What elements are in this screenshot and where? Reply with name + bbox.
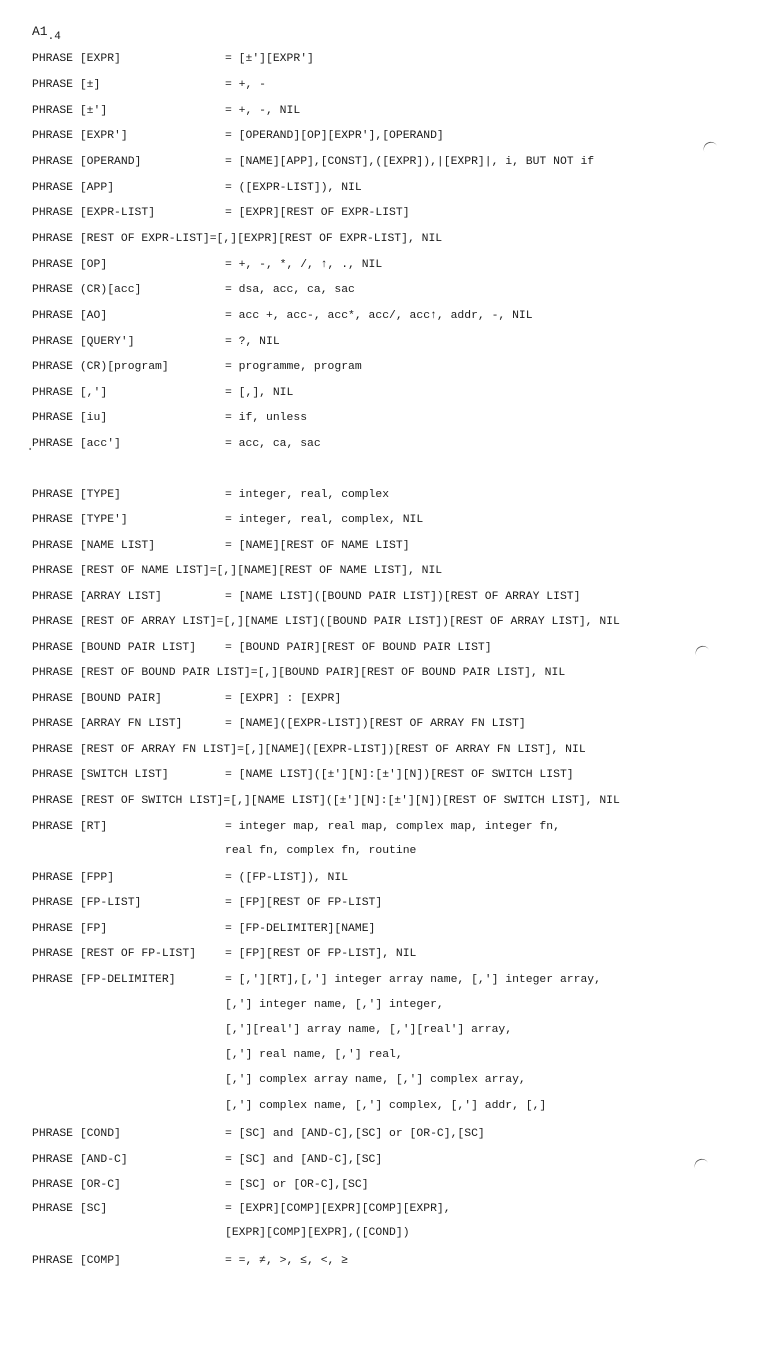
phrase-name: PHRASE [EXPR-LIST]	[32, 207, 156, 219]
phrase-name: PHRASE [FP]	[32, 923, 108, 935]
phrase-definition: = [OPERAND][OP][EXPR'],[OPERAND]	[225, 130, 444, 142]
phrase-name: PHRASE [BOUND PAIR LIST]	[32, 642, 197, 654]
phrase-name: PHRASE [COND]	[32, 1128, 121, 1140]
phrase-name: PHRASE [acc']	[32, 438, 121, 450]
phrase-definition: = integer, real, complex	[225, 489, 390, 501]
phrase-name: PHRASE [OP]	[32, 259, 108, 271]
phrase-definition: = [,], NIL	[225, 387, 294, 399]
phrase-definition: = ([FP-LIST]), NIL	[225, 872, 349, 884]
phrase-definition: real fn, complex fn, routine	[225, 845, 417, 857]
phrase-name: PHRASE [REST OF BOUND PAIR LIST]=[,][BOUND PAIR][REST OF BOUND PAIR LIST], NIL	[32, 667, 566, 679]
phrase-name: PHRASE [TYPE]	[32, 489, 121, 501]
phrase-definition: = ([EXPR-LIST]), NIL	[225, 182, 362, 194]
phrase-definition: = ?, NIL	[225, 336, 280, 348]
phrase-definition: = [SC] or [OR-C],[SC]	[225, 1179, 369, 1191]
phrase-definition: = [±'][EXPR']	[225, 53, 314, 65]
phrase-name: PHRASE [BOUND PAIR]	[32, 693, 162, 705]
phrase-definition: = [BOUND PAIR][REST OF BOUND PAIR LIST]	[225, 642, 492, 654]
phrase-definition: = [FP][REST OF FP-LIST]	[225, 897, 383, 909]
phrase-name: PHRASE [FPP]	[32, 872, 115, 884]
phrase-definition: [,'] complex name, [,'] complex, [,'] addr, [,]	[225, 1100, 547, 1112]
phrase-definition: = [EXPR][COMP][EXPR][COMP][EXPR],	[225, 1203, 451, 1215]
phrase-definition: = +, -, NIL	[225, 105, 301, 117]
phrase-name: PHRASE [FP-LIST]	[32, 897, 142, 909]
page-number-main: A1	[32, 24, 48, 39]
phrase-definition: [,'] integer name, [,'] integer,	[225, 999, 444, 1011]
phrase-name: PHRASE [OPERAND]	[32, 156, 142, 168]
phrase-definition: = [NAME]([EXPR-LIST])[REST OF ARRAY FN LIST]	[225, 718, 526, 730]
phrase-name: PHRASE (CR)[program]	[32, 361, 169, 373]
phrase-name: PHRASE [iu]	[32, 412, 108, 424]
margin-mark	[692, 1157, 709, 1173]
phrase-name: PHRASE [±]	[32, 79, 101, 91]
phrase-name: PHRASE [REST OF SWITCH LIST]=[,][NAME LIST]([±'][N]:[±'][N])[REST OF SWITCH LIST], NIL	[32, 795, 620, 807]
phrase-name: PHRASE [FP-DELIMITER]	[32, 974, 176, 986]
phrase-definition: = [NAME LIST]([±'][N]:[±'][N])[REST OF SWITCH LIST]	[225, 769, 574, 781]
phrase-definition: = [EXPR][REST OF EXPR-LIST]	[225, 207, 410, 219]
phrase-definition: = +, -, *, /, ↑, ., NIL	[225, 259, 383, 271]
phrase-definition: = acc +, acc-, acc*, acc/, acc↑, addr, -, NIL	[225, 310, 533, 322]
margin-mark	[693, 644, 710, 660]
margin-mark	[701, 140, 718, 156]
phrase-definition: = acc, ca, sac	[225, 438, 321, 450]
phrase-name: PHRASE [APP]	[32, 182, 115, 194]
phrase-definition: = [FP][REST OF FP-LIST], NIL	[225, 948, 417, 960]
phrase-name: PHRASE [±']	[32, 105, 108, 117]
phrase-name: PHRASE [REST OF NAME LIST]=[,][NAME][REST OF NAME LIST], NIL	[32, 565, 443, 577]
phrase-definition: [,'] complex array name, [,'] complex array,	[225, 1074, 526, 1086]
phrase-name: PHRASE [QUERY']	[32, 336, 135, 348]
phrase-definition: = =, ≠, >, ≤, <, ≥	[225, 1255, 349, 1267]
phrase-definition: = programme, program	[225, 361, 362, 373]
phrase-name: PHRASE [REST OF EXPR-LIST]=[,][EXPR][REST OF EXPR-LIST], NIL	[32, 233, 443, 245]
phrase-name: PHRASE [SC]	[32, 1203, 108, 1215]
phrase-name: PHRASE [NAME LIST]	[32, 540, 156, 552]
phrase-definition: = [NAME][APP],[CONST],([EXPR]),|[EXPR]|, i, BUT NOT if	[225, 156, 595, 168]
phrase-name: PHRASE [RT]	[32, 821, 108, 833]
phrase-name: PHRASE [AO]	[32, 310, 108, 322]
phrase-definition: = dsa, acc, ca, sac	[225, 284, 355, 296]
phrase-definition: = [NAME][REST OF NAME LIST]	[225, 540, 410, 552]
phrase-definition: = integer map, real map, complex map, integer fn,	[225, 821, 560, 833]
phrase-name: PHRASE (CR)[acc]	[32, 284, 142, 296]
phrase-definition: = [EXPR] : [EXPR]	[225, 693, 342, 705]
phrase-definition: = [FP-DELIMITER][NAME]	[225, 923, 376, 935]
phrase-definition: = integer, real, complex, NIL	[225, 514, 424, 526]
phrase-name: PHRASE [ARRAY LIST]	[32, 591, 162, 603]
phrase-name: PHRASE [TYPE']	[32, 514, 128, 526]
phrase-name: PHRASE [REST OF ARRAY LIST]=[,][NAME LIST]([BOUND PAIR LIST])[REST OF ARRAY LIST], NIL	[32, 616, 620, 628]
phrase-name: PHRASE [REST OF ARRAY FN LIST]=[,][NAME]([EXPR-LIST])[REST OF ARRAY FN LIST], NIL	[32, 744, 586, 756]
margin-dot: ·	[26, 442, 35, 458]
phrase-name: PHRASE [REST OF FP-LIST]	[32, 948, 197, 960]
phrase-name: PHRASE [ARRAY FN LIST]	[32, 718, 183, 730]
phrase-definition: = if, unless	[225, 412, 308, 424]
phrase-definition: = [NAME LIST]([BOUND PAIR LIST])[REST OF ARRAY LIST]	[225, 591, 581, 603]
phrase-name: PHRASE [EXPR]	[32, 53, 121, 65]
phrase-name: PHRASE [AND-C]	[32, 1154, 128, 1166]
phrase-name: PHRASE [OR-C]	[32, 1179, 121, 1191]
phrase-name: PHRASE [SWITCH LIST]	[32, 769, 169, 781]
phrase-definition: [,'] real name, [,'] real,	[225, 1049, 403, 1061]
phrase-name: PHRASE [COMP]	[32, 1255, 121, 1267]
phrase-definition: [EXPR][COMP][EXPR],([COND])	[225, 1227, 410, 1239]
phrase-definition: = [SC] and [AND-C],[SC] or [OR-C],[SC]	[225, 1128, 485, 1140]
phrase-definition: = [,'][RT],[,'] integer array name, [,'] integer array,	[225, 974, 601, 986]
page-number	[32, 24, 61, 43]
phrase-name: PHRASE [,']	[32, 387, 108, 399]
phrase-definition: = +, -	[225, 79, 267, 91]
phrase-name: PHRASE [EXPR']	[32, 130, 128, 142]
page-number-sub: .4	[47, 31, 61, 43]
phrase-definition: = [SC] and [AND-C],[SC]	[225, 1154, 383, 1166]
phrase-definition: [,'][real'] array name, [,'][real'] array,	[225, 1024, 513, 1036]
